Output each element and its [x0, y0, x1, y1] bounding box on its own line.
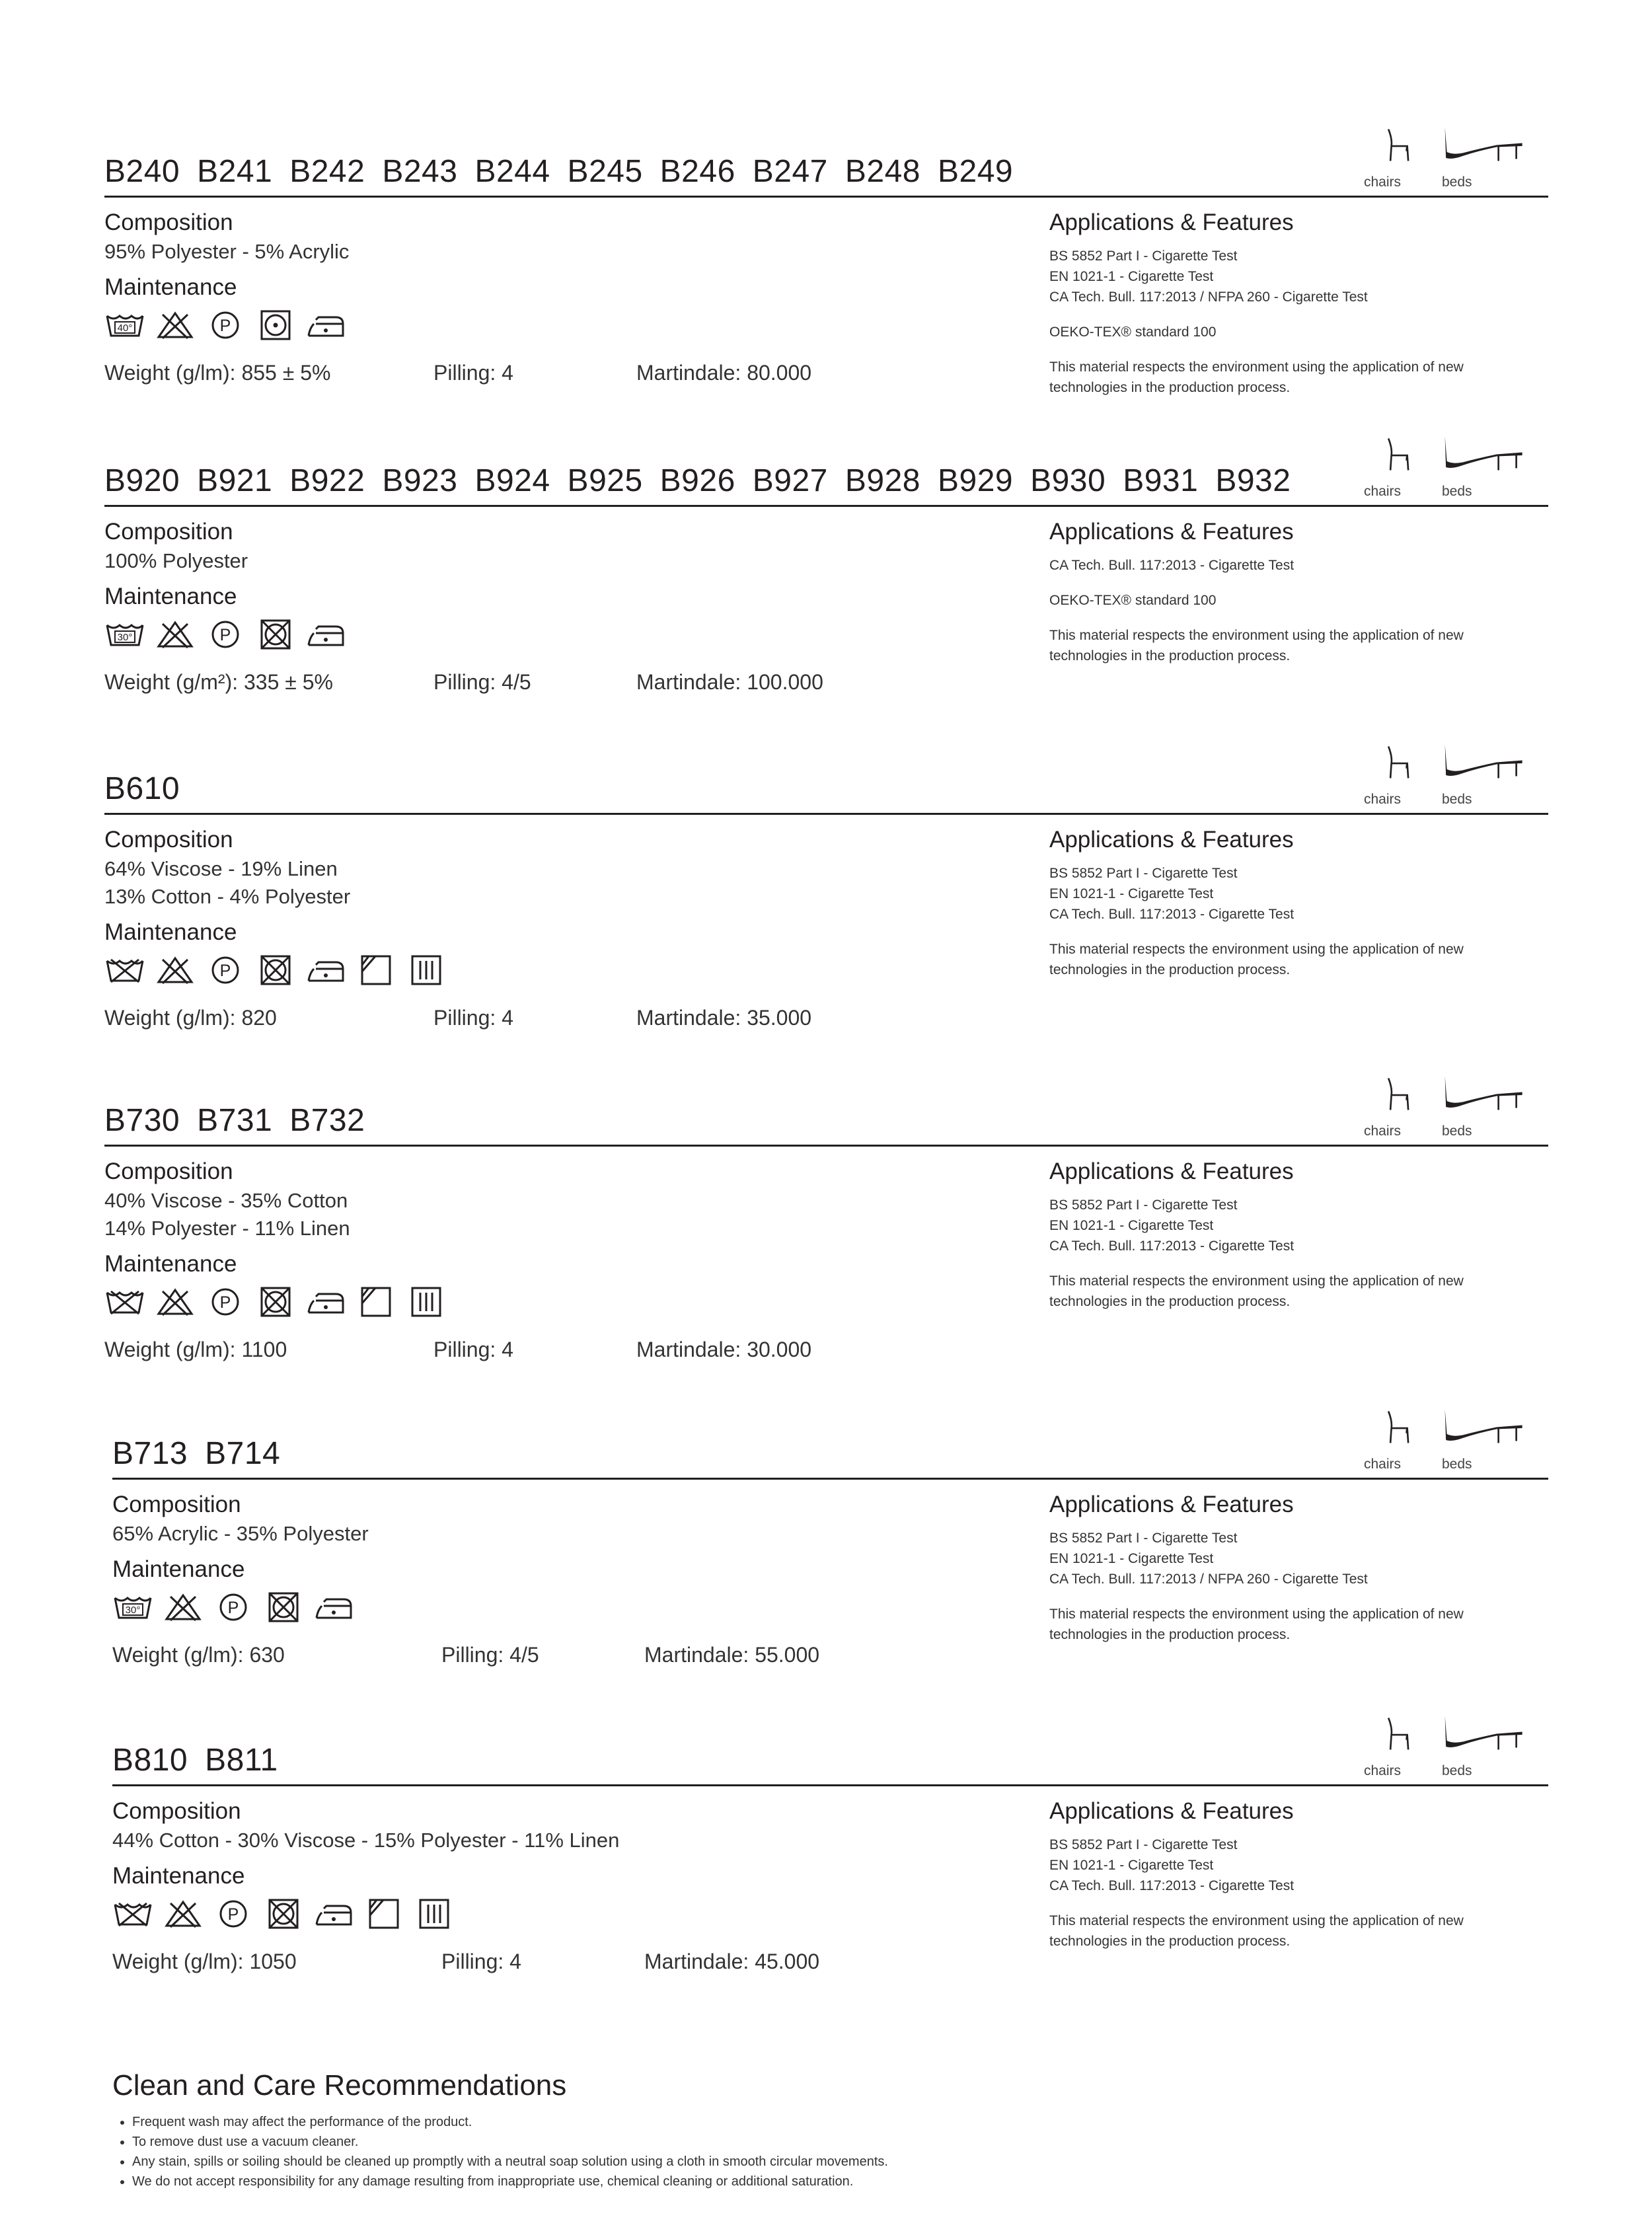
test-line: BS 5852 Part I - Cigarette Test	[1049, 1531, 1238, 1546]
weight-value: Weight (g/m²): 335 ± 5%	[104, 670, 333, 694]
specs-row	[112, 1948, 905, 1975]
test-line: CA Tech. Bull. 117:2013 - Cigarette Test	[1049, 1878, 1295, 1893]
composition-heading: Composition	[104, 519, 233, 545]
beds-label: beds	[1442, 484, 1472, 499]
product-type-icons	[1360, 1069, 1548, 1129]
maintenance-heading: Maintenance	[104, 1251, 237, 1277]
pilling-value: Pilling: 4	[433, 1338, 513, 1361]
test-line: CA Tech. Bull. 117:2013 - Cigarette Test	[1049, 558, 1295, 573]
no-tumble-dry-icon	[255, 619, 296, 650]
fabric-code: B245	[567, 154, 643, 189]
applications-features	[1049, 518, 1538, 666]
test-line: EN 1021-1 - Cigarette Test	[1049, 1218, 1214, 1233]
composition-line: 65% Acrylic - 35% Polyester	[112, 1522, 369, 1545]
pilling-value: Pilling: 4/5	[433, 670, 531, 694]
divider	[112, 1784, 1548, 1786]
chairs-label: chairs	[1364, 792, 1402, 807]
fabric-codes	[104, 153, 1030, 190]
test-line: EN 1021-1 - Cigarette Test	[1049, 1551, 1214, 1566]
care-symbols	[104, 309, 346, 341]
specs-row	[104, 1336, 897, 1363]
oeko-tex: OEKO-TEX® standard 100	[1049, 324, 1217, 340]
clean-care-list	[112, 2112, 888, 2191]
svg-text:40°: 40°	[117, 323, 133, 334]
svg-text:P: P	[219, 626, 231, 644]
environment-note: This material respects the environment using the application of new technologies in the production process.	[1049, 628, 1464, 664]
specs-row	[112, 1642, 905, 1668]
list-item: • We do not accept responsibility for any damage resulting from inappropriate use, chemical cleaning or additional saturation.	[132, 2172, 888, 2191]
iron-low-icon	[305, 954, 346, 986]
martindale-value: Martindale: 45.000	[644, 1950, 820, 1973]
list-item: • To remove dust use a vacuum cleaner.	[132, 2132, 888, 2152]
care-symbols	[104, 954, 447, 986]
martindale-value: Martindale: 55.000	[644, 1643, 820, 1667]
fabric-section	[104, 771, 1548, 1035]
fabric-code: B924	[474, 463, 550, 498]
fabric-code: B921	[197, 463, 273, 498]
iron-low-icon	[313, 1898, 354, 1930]
fabric-code: B247	[752, 154, 828, 189]
no-wash-icon	[112, 1898, 153, 1930]
fire-tests	[1049, 1528, 1538, 1589]
chairs-label: chairs	[1364, 484, 1402, 499]
composition-heading: Composition	[104, 209, 233, 235]
fabric-code: B923	[382, 463, 458, 498]
fire-tests	[1049, 555, 1538, 576]
dry-in-shade-icon	[356, 1286, 396, 1318]
product-types	[1360, 1069, 1548, 1143]
beds-label: beds	[1442, 174, 1472, 190]
weight-value: Weight (g/lm): 630	[112, 1643, 285, 1667]
iron-low-icon	[305, 309, 346, 341]
pilling-value: Pilling: 4	[433, 361, 513, 385]
svg-text:P: P	[219, 962, 231, 980]
composition-values	[104, 1187, 350, 1242]
martindale-value: Martindale: 80.000	[636, 361, 812, 385]
bed-icon	[1445, 1077, 1522, 1110]
bed-icon	[1445, 745, 1522, 778]
dry-clean-p-icon	[205, 954, 246, 986]
applications-heading: Applications & Features	[1049, 1492, 1294, 1517]
composition-heading: Composition	[104, 1158, 233, 1184]
fabric-codes	[104, 771, 197, 808]
oeko-tex: OEKO-TEX® standard 100	[1049, 593, 1217, 608]
fabric-code: B732	[289, 1103, 365, 1138]
product-type-icons	[1360, 430, 1548, 489]
test-line: CA Tech. Bull. 117:2013 / NFPA 260 - Cigarette Test	[1049, 1572, 1368, 1587]
fabric-code: B249	[937, 154, 1014, 189]
beds-label: beds	[1442, 1763, 1472, 1778]
fabric-code: B925	[567, 463, 643, 498]
environment-note: This material respects the environment using the application of new technologies in the production process.	[1049, 1913, 1464, 1949]
test-line: BS 5852 Part I - Cigarette Test	[1049, 1197, 1238, 1213]
composition-values	[112, 1827, 619, 1854]
no-tumble-dry-icon	[263, 1591, 304, 1623]
no-bleach-icon	[163, 1898, 204, 1930]
product-types	[1360, 1709, 1548, 1783]
chairs-label: chairs	[1364, 1123, 1402, 1139]
applications-features	[1049, 1798, 1538, 1952]
composition-values	[104, 238, 349, 266]
fabric-codes	[112, 1742, 295, 1779]
dry-in-shade-icon	[363, 1898, 404, 1930]
applications-heading: Applications & Features	[1049, 209, 1294, 235]
fabric-code: B922	[289, 463, 365, 498]
applications-heading: Applications & Features	[1049, 519, 1294, 545]
no-bleach-icon	[155, 619, 196, 650]
pilling-value: Pilling: 4/5	[441, 1643, 539, 1667]
composition-line: 64% Viscose - 19% Linen	[104, 857, 338, 880]
iron-low-icon	[305, 1286, 346, 1318]
beds-label: beds	[1442, 792, 1472, 807]
fabric-section	[104, 463, 1548, 727]
svg-text:P: P	[219, 317, 231, 335]
applications-heading: Applications & Features	[1049, 1798, 1294, 1824]
fabric-code: B240	[104, 154, 180, 189]
svg-text:30°: 30°	[125, 1605, 141, 1616]
dry-in-shade-icon	[356, 954, 396, 986]
dry-clean-p-icon	[205, 309, 246, 341]
bed-icon	[1445, 1410, 1522, 1443]
product-type-icons	[1360, 738, 1548, 797]
applications-features	[1049, 1158, 1538, 1312]
fabric-code: B242	[289, 154, 365, 189]
martindale-value: Martindale: 100.000	[636, 670, 823, 694]
composition-line: 14% Polyester - 11% Linen	[104, 1217, 350, 1240]
care-symbols	[112, 1591, 354, 1623]
composition-values	[104, 855, 350, 911]
bed-icon	[1445, 437, 1522, 471]
fabric-code: B929	[937, 463, 1014, 498]
fire-tests	[1049, 1195, 1538, 1256]
specs-row	[104, 360, 897, 386]
composition-heading: Composition	[112, 1492, 241, 1517]
care-symbols	[104, 619, 346, 650]
maintenance-heading: Maintenance	[104, 919, 237, 945]
fabric-code: B731	[197, 1103, 273, 1138]
weight-value: Weight (g/lm): 820	[104, 1006, 277, 1030]
no-bleach-icon	[163, 1591, 204, 1623]
dry-clean-p-icon	[213, 1591, 254, 1623]
divider	[112, 1478, 1548, 1480]
composition-line: 13% Cotton - 4% Polyester	[104, 885, 351, 908]
fabric-code: B243	[382, 154, 458, 189]
weight-value: Weight (g/lm): 855 ± 5%	[104, 361, 331, 385]
pilling-value: Pilling: 4	[441, 1950, 521, 1973]
fabric-section	[112, 1742, 1548, 2006]
test-line: BS 5852 Part I - Cigarette Test	[1049, 866, 1238, 881]
fabric-section	[112, 1435, 1548, 1700]
fire-tests	[1049, 246, 1538, 307]
bed-icon	[1445, 128, 1522, 161]
no-tumble-dry-icon	[255, 1286, 296, 1318]
composition-line: 44% Cotton - 30% Viscose - 15% Polyester - 11% Linen	[112, 1829, 620, 1852]
fabric-codes	[112, 1435, 297, 1472]
fabric-code: B246	[659, 154, 735, 189]
dry-clean-p-icon	[205, 1286, 246, 1318]
clean-care-title: Clean and Care Recommendations	[112, 2069, 567, 2102]
svg-text:P: P	[227, 1905, 239, 1924]
maintenance-heading: Maintenance	[112, 1863, 245, 1889]
applications-heading: Applications & Features	[1049, 1158, 1294, 1184]
chair-icon	[1388, 130, 1408, 161]
applications-features	[1049, 826, 1538, 980]
fabric-codes	[104, 463, 1308, 500]
bed-icon	[1445, 1716, 1522, 1750]
fabric-code: B713	[112, 1436, 188, 1471]
no-bleach-icon	[155, 954, 196, 986]
list-item: • Any stain, spills or soiling should be cleaned up promptly with a neutral soap solution using a cloth in smooth circular movements.	[132, 2152, 888, 2172]
specs-row	[104, 669, 897, 695]
no-bleach-icon	[155, 1286, 196, 1318]
tumble-dry-icon	[255, 309, 296, 341]
no-tumble-dry-icon	[263, 1898, 304, 1930]
fabric-code: B248	[845, 154, 920, 189]
fabric-code: B810	[112, 1743, 188, 1778]
composition-line: 40% Viscose - 35% Cotton	[104, 1189, 348, 1212]
divider	[104, 196, 1548, 198]
chair-icon	[1388, 1079, 1408, 1110]
wash-40-icon	[104, 309, 145, 341]
applications-features	[1049, 1491, 1538, 1645]
maintenance-heading: Maintenance	[104, 584, 237, 609]
product-types	[1360, 430, 1548, 504]
test-line: BS 5852 Part I - Cigarette Test	[1049, 1837, 1238, 1852]
martindale-value: Martindale: 35.000	[636, 1006, 812, 1030]
composition-line: 100% Polyester	[104, 549, 248, 572]
environment-note: This material respects the environment using the application of new technologies in the production process.	[1049, 942, 1464, 977]
environment-note: This material respects the environment using the application of new technologies in the production process.	[1049, 1607, 1464, 1642]
fire-tests	[1049, 1835, 1538, 1896]
chair-icon	[1388, 747, 1408, 778]
wash-30-icon	[104, 619, 145, 650]
dry-clean-p-icon	[205, 619, 246, 650]
fabric-section	[104, 153, 1548, 418]
no-wash-icon	[104, 1286, 145, 1318]
test-line: BS 5852 Part I - Cigarette Test	[1049, 248, 1238, 264]
test-line: EN 1021-1 - Cigarette Test	[1049, 1858, 1214, 1873]
no-wash-icon	[104, 954, 145, 986]
environment-note: This material respects the environment using the application of new technologies in the production process.	[1049, 360, 1464, 395]
clean-care-section	[112, 2067, 888, 2191]
composition-heading: Composition	[112, 1798, 241, 1824]
martindale-value: Martindale: 30.000	[636, 1338, 812, 1361]
svg-text:P: P	[227, 1599, 239, 1617]
chairs-label: chairs	[1364, 174, 1402, 190]
list-item: • Frequent wash may affect the performance of the product.	[132, 2112, 888, 2132]
test-line: CA Tech. Bull. 117:2013 / NFPA 260 - Cigarette Test	[1049, 289, 1368, 305]
fabric-code: B932	[1215, 463, 1291, 498]
drip-dry-icon	[406, 954, 447, 986]
chair-icon	[1388, 1718, 1408, 1750]
fabric-code: B244	[474, 154, 550, 189]
fabric-code: B928	[845, 463, 920, 498]
product-type-icons	[1360, 120, 1548, 180]
chair-icon	[1388, 439, 1408, 471]
pilling-value: Pilling: 4	[433, 1006, 513, 1030]
fabric-code: B930	[1030, 463, 1106, 498]
no-tumble-dry-icon	[255, 954, 296, 986]
dry-clean-p-icon	[213, 1898, 254, 1930]
chairs-label: chairs	[1364, 1457, 1402, 1472]
wash-30-icon	[112, 1591, 153, 1623]
weight-value: Weight (g/lm): 1050	[112, 1950, 297, 1973]
fire-tests	[1049, 863, 1538, 925]
specs-row	[104, 1005, 897, 1031]
applications-features	[1049, 209, 1538, 398]
iron-low-icon	[313, 1591, 354, 1623]
composition-values	[104, 547, 248, 575]
fabric-code: B730	[104, 1103, 180, 1138]
product-type-icons	[1360, 1402, 1548, 1462]
divider	[104, 813, 1548, 815]
fabric-code: B610	[104, 771, 180, 806]
composition-line: 95% Polyester - 5% Acrylic	[104, 240, 350, 263]
iron-low-icon	[305, 619, 346, 650]
product-types	[1360, 120, 1548, 194]
fabric-code: B811	[205, 1743, 278, 1778]
fabric-code: B931	[1123, 463, 1199, 498]
svg-text:P: P	[219, 1293, 231, 1312]
composition-values	[112, 1520, 369, 1548]
maintenance-heading: Maintenance	[104, 274, 237, 300]
divider	[104, 1145, 1548, 1147]
drip-dry-icon	[406, 1286, 447, 1318]
weight-value: Weight (g/lm): 1100	[104, 1338, 287, 1361]
no-bleach-icon	[155, 309, 196, 341]
maintenance-heading: Maintenance	[112, 1556, 245, 1582]
test-line: EN 1021-1 - Cigarette Test	[1049, 886, 1214, 901]
drip-dry-icon	[414, 1898, 455, 1930]
product-types	[1360, 1402, 1548, 1476]
fabric-codes	[104, 1102, 382, 1139]
chair-icon	[1388, 1412, 1408, 1443]
fabric-code: B926	[659, 463, 735, 498]
chairs-label: chairs	[1364, 1763, 1402, 1778]
fabric-code: B927	[752, 463, 828, 498]
svg-text:30°: 30°	[117, 632, 133, 643]
fabric-section	[104, 1102, 1548, 1367]
care-symbols	[112, 1898, 455, 1930]
test-line: EN 1021-1 - Cigarette Test	[1049, 269, 1214, 284]
applications-heading: Applications & Features	[1049, 827, 1294, 853]
composition-heading: Composition	[104, 827, 233, 853]
beds-label: beds	[1442, 1123, 1472, 1139]
environment-note: This material respects the environment using the application of new technologies in the production process.	[1049, 1273, 1464, 1309]
care-symbols	[104, 1286, 447, 1318]
fabric-code: B920	[104, 463, 180, 498]
divider	[104, 505, 1548, 507]
fabric-code: B714	[205, 1436, 281, 1471]
test-line: CA Tech. Bull. 117:2013 - Cigarette Test	[1049, 1238, 1295, 1254]
product-type-icons	[1360, 1709, 1548, 1768]
test-line: CA Tech. Bull. 117:2013 - Cigarette Test	[1049, 907, 1295, 922]
beds-label: beds	[1442, 1457, 1472, 1472]
product-types	[1360, 738, 1548, 812]
fabric-code: B241	[197, 154, 273, 189]
